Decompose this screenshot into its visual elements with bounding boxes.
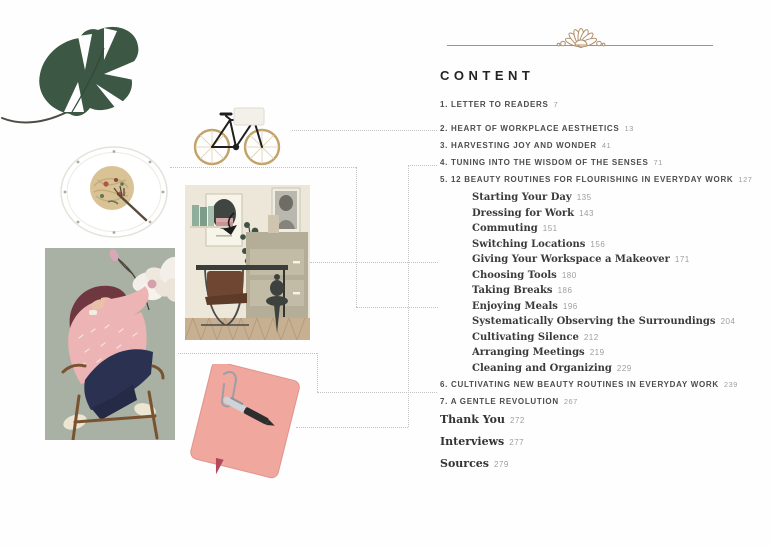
toc-item: [472, 332, 740, 343]
toc-item: [472, 239, 740, 250]
toc-item: [472, 270, 740, 281]
toc-item-label: 6. CULTIVATING NEW BEAUTY ROUTINES IN EVERYDAY WORK: [440, 379, 719, 389]
toc-item-page-number: 143: [579, 208, 594, 218]
toc-item-label: Switching Locations: [472, 238, 586, 250]
toc-item: [440, 100, 740, 110]
toc-item: [472, 285, 740, 296]
toc-item: [440, 458, 740, 470]
toc-item-page-number: 180: [561, 270, 577, 280]
toc-item-page-number: 151: [542, 224, 558, 233]
toc-item: [440, 175, 753, 185]
bicycle-illustration: [190, 92, 290, 170]
toc-item-label: Systematically Observing the Surroundings: [472, 316, 716, 327]
connector-plate-vertical: [356, 167, 357, 307]
woman-with-camera-illustration: [45, 248, 175, 440]
toc-item-page-number: 204: [720, 317, 736, 326]
toc-item-label: Enjoying Meals: [472, 300, 558, 312]
connector-notebook-vertical: [408, 165, 409, 427]
toc-item: [472, 254, 740, 265]
toc-item: [440, 124, 740, 134]
toc-item-label: Taking Breaks: [472, 285, 553, 296]
toc-item-label: 5. 12 BEAUTY ROUTINES FOR FLOURISHING IN EVERYDAY WORK: [440, 175, 734, 184]
toc-item-label: Thank You: [440, 412, 505, 426]
toc-item-page-number: 171: [674, 255, 690, 264]
toc-item-page-number: 219: [589, 348, 605, 357]
connector-woman-horizontal: [178, 353, 317, 354]
toc-item-label: Starting Your Day: [472, 192, 572, 203]
toc-item-page-number: 212: [583, 332, 599, 342]
page-title: CONTENT: [440, 68, 535, 83]
toc-item-page-number: 277: [509, 437, 525, 447]
toc-item-label: 7. A GENTLE REVOLUTION: [440, 396, 559, 406]
toc-item-label: Interviews: [440, 434, 505, 448]
shell-ornament-icon: [550, 26, 612, 50]
toc-item: [440, 141, 740, 151]
connector-interior-makeover: [310, 262, 438, 263]
toc-item-label: 3. HARVESTING JOY AND WONDER: [440, 141, 597, 150]
toc-item: [472, 316, 740, 327]
toc-item: [472, 223, 740, 234]
toc-item-label: 1. LETTER TO READERS: [440, 100, 549, 109]
toc-item-page-number: 267: [563, 396, 578, 406]
toc-item-page-number: 229: [616, 363, 632, 373]
toc-item: [440, 158, 740, 168]
toc-item-label: Choosing Tools: [472, 269, 557, 281]
connector-notebook-horizontal: [296, 427, 408, 428]
toc-item-page-number: 272: [510, 415, 525, 425]
connector-woman-vertical: [317, 353, 318, 392]
spaghetti-plate-illustration: [58, 146, 170, 240]
table-of-contents: [440, 100, 753, 480]
connector-plate-meals: [356, 307, 438, 308]
toc-item-label: Commuting: [472, 223, 538, 234]
toc-item: [440, 380, 740, 390]
toc-item-label: Arranging Meetings: [472, 347, 585, 358]
toc-item-page-number: 156: [590, 239, 606, 249]
toc-item-page-number: 135: [576, 193, 592, 202]
connector-woman-ch6: [317, 392, 437, 393]
toc-item-label: Giving Your Workspace a Makeover: [472, 254, 670, 265]
toc-item-page-number: 127: [738, 175, 753, 184]
toc-item-page-number: 71: [653, 158, 663, 167]
toc-item: [440, 397, 740, 407]
toc-item-page-number: 7: [553, 100, 559, 109]
toc-item-page-number: 196: [562, 301, 578, 311]
toc-item-label: Cleaning and Organizing: [472, 362, 612, 374]
toc-item: [472, 192, 740, 203]
toc-item: [472, 363, 740, 374]
toc-item: [440, 436, 740, 448]
toc-item-label: Sources: [440, 456, 489, 470]
toc-item: [472, 208, 740, 219]
toc-item-label: 4. TUNING INTO THE WISDOM OF THE SENSES: [440, 158, 649, 167]
toc-item-page-number: 239: [723, 379, 738, 389]
toc-item-label: Cultivating Silence: [472, 331, 579, 343]
pink-notebook-illustration: [186, 364, 306, 482]
toc-item: [472, 301, 740, 312]
toc-item-page-number: 41: [601, 141, 612, 150]
toc-item-page-number: 186: [557, 286, 573, 295]
bicycle-basket: [234, 108, 264, 125]
toc-item-label: Dressing for Work: [472, 207, 575, 219]
toc-item-page-number: 279: [493, 459, 509, 469]
toc-item: [472, 347, 740, 358]
workspace-interior-illustration: [185, 185, 310, 340]
monstera-leaf-illustration: [0, 22, 170, 142]
toc-item: [440, 414, 740, 426]
connector-bicycle-ch2: [292, 130, 437, 131]
toc-item-label: 2. HEART OF WORKPLACE AESTHETICS: [440, 124, 620, 133]
toc-item-page-number: 13: [624, 124, 634, 133]
connector-notebook-ch4: [408, 165, 437, 166]
